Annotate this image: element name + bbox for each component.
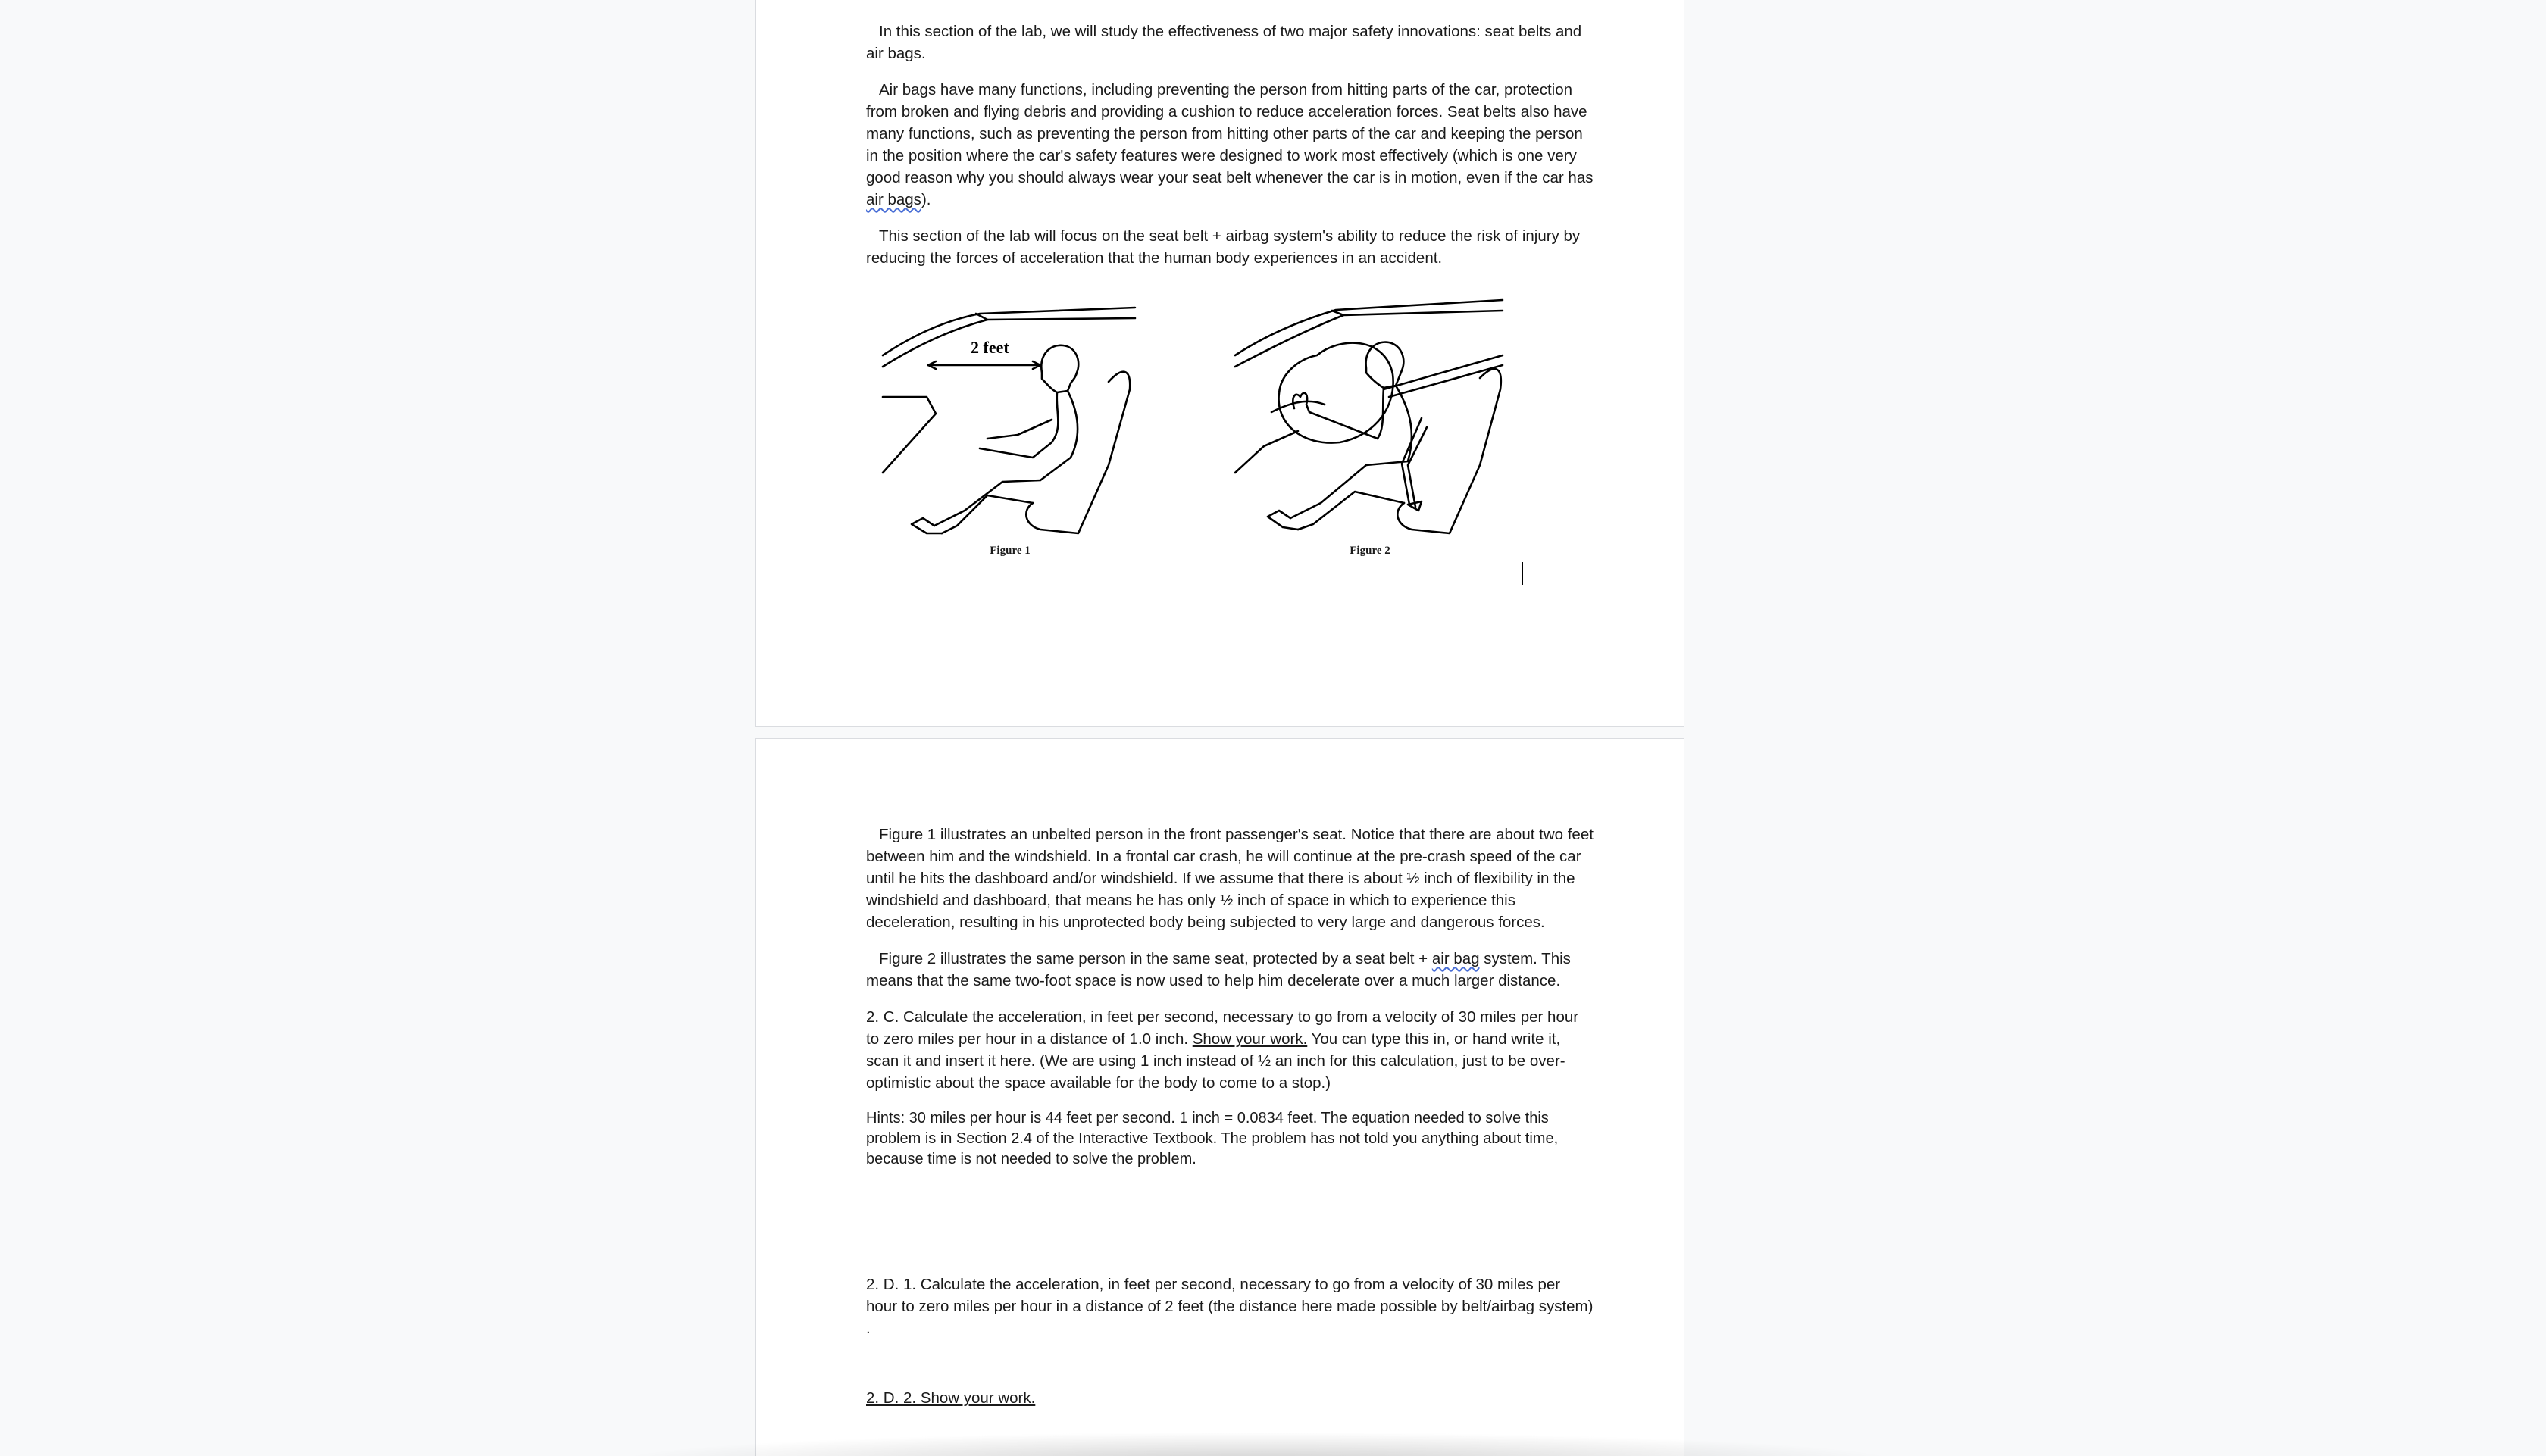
figure-2-text-b: system. This means that the same two-foot space is now used to help him decelerate over a much larger distance.: [866, 950, 1571, 989]
figure-2-explanation-paragraph[interactable]: [866, 948, 1594, 992]
show-your-work-underlined: Show your work.: [1192, 1030, 1308, 1048]
spellcheck-word-air-bags[interactable]: air bags: [866, 191, 921, 208]
functions-paragraph[interactable]: [866, 79, 1594, 211]
figure-2-text-a: Figure 2 illustrates the same person in the same seat, protected by a seat belt +: [879, 950, 1432, 967]
figure-1-explanation-paragraph[interactable]: Figure 1 illustrates an unbelted person in the front passenger's seat. Notice that there are about two feet between him and the windshield. In a frontal car crash, he will continue at the pre-crash speed of the car until he hits the dashboard and/or windshield. If we assume that there is about ½ inch of flexibility in the windshield and dashboard, that means he has only ½ inch of space in which to experience this deceleration, resulting in his unprotected body being subjected to very large and dangerous forces.: [866, 826, 1594, 931]
figure-2-belted-passenger-airbag-drawing: [1234, 283, 1506, 541]
page-1-content[interactable]: [866, 20, 1594, 579]
figure-2-caption: Figure 2: [1350, 545, 1390, 557]
question-2c-text-b: You can type this in, or hand write it, scan it and insert it here. (We are using 1 inch instead of ½ an inch for this calculation, just to be over-optimistic about the space available for the body to come to a stop.): [866, 1030, 1565, 1092]
hints-text-a: Hints: 30 miles per hour is 44 feet per second. 1 inch = 0.0834 feet.: [866, 1110, 1318, 1126]
functions-text-a: Air bags have many functions, including preventing the person from hitting parts of the car, protection from broken and flying debris and providing a cushion to reduce acceleration forces. Seat belts also have many functions, such as preventing the person from hitting other parts of the car and keeping the person in the position where the car's safety features were designed to work most effectively (which is one very good reason why you should always wear your seat belt whenever the car is in motion, even if the car has: [866, 81, 1594, 186]
answer-space-2c[interactable]: [866, 1184, 1594, 1273]
document-page-2[interactable]: [755, 738, 1684, 1456]
page-2-content[interactable]: [866, 823, 1594, 1423]
figure-1-caption: Figure 1: [990, 545, 1031, 557]
figure-1-distance-label: 2 feet: [971, 338, 1009, 357]
window-bottom-shadow: [606, 1432, 1910, 1456]
spellcheck-word-air-bag[interactable]: air bag: [1431, 950, 1480, 967]
intro-paragraph[interactable]: In this section of the lab, we will study the effectiveness of two major safety innovations: seat belts and air bags.: [866, 23, 1582, 62]
hints-text-b: The equation needed to solve this problem is in Section 2.4 of the Interactive Textbook. The problem has not told you anything about time, because time is not needed to solve the problem.: [866, 1110, 1559, 1167]
text-cursor: [1522, 562, 1523, 585]
hints-paragraph[interactable]: [866, 1108, 1594, 1170]
question-2c-paragraph[interactable]: [866, 1006, 1594, 1094]
question-2c-text-a: 2. C. Calculate the acceleration, in feet per second, necessary to go from a velocity of 30 miles per hour to zero miles per hour in a distance of 1.0 inch.: [866, 1008, 1579, 1048]
document-page-1[interactable]: [755, 0, 1684, 727]
figure-1-unbelted-passenger-drawing: [881, 283, 1139, 541]
question-2d1-paragraph[interactable]: 2. D. 1. Calculate the acceleration, in feet per second, necessary to go from a velocity of 30 miles per hour to zero miles per hour in a distance of 2 feet (the distance here made possible by belt/airbag system) .: [866, 1276, 1594, 1337]
question-2d2-paragraph[interactable]: 2. D. 2. Show your work.: [866, 1389, 1036, 1407]
answer-space-2d1[interactable]: [866, 1354, 1594, 1387]
focus-paragraph[interactable]: This section of the lab will focus on the seat belt + airbag system's ability to reduce the risk of injury by reducing the forces of acceleration that the human body experiences in an accident.: [866, 227, 1581, 267]
functions-text-b: ).: [921, 191, 931, 208]
figure-2[interactable]: [1234, 283, 1506, 557]
figures-row: [866, 283, 1594, 579]
figure-1[interactable]: [881, 283, 1139, 557]
